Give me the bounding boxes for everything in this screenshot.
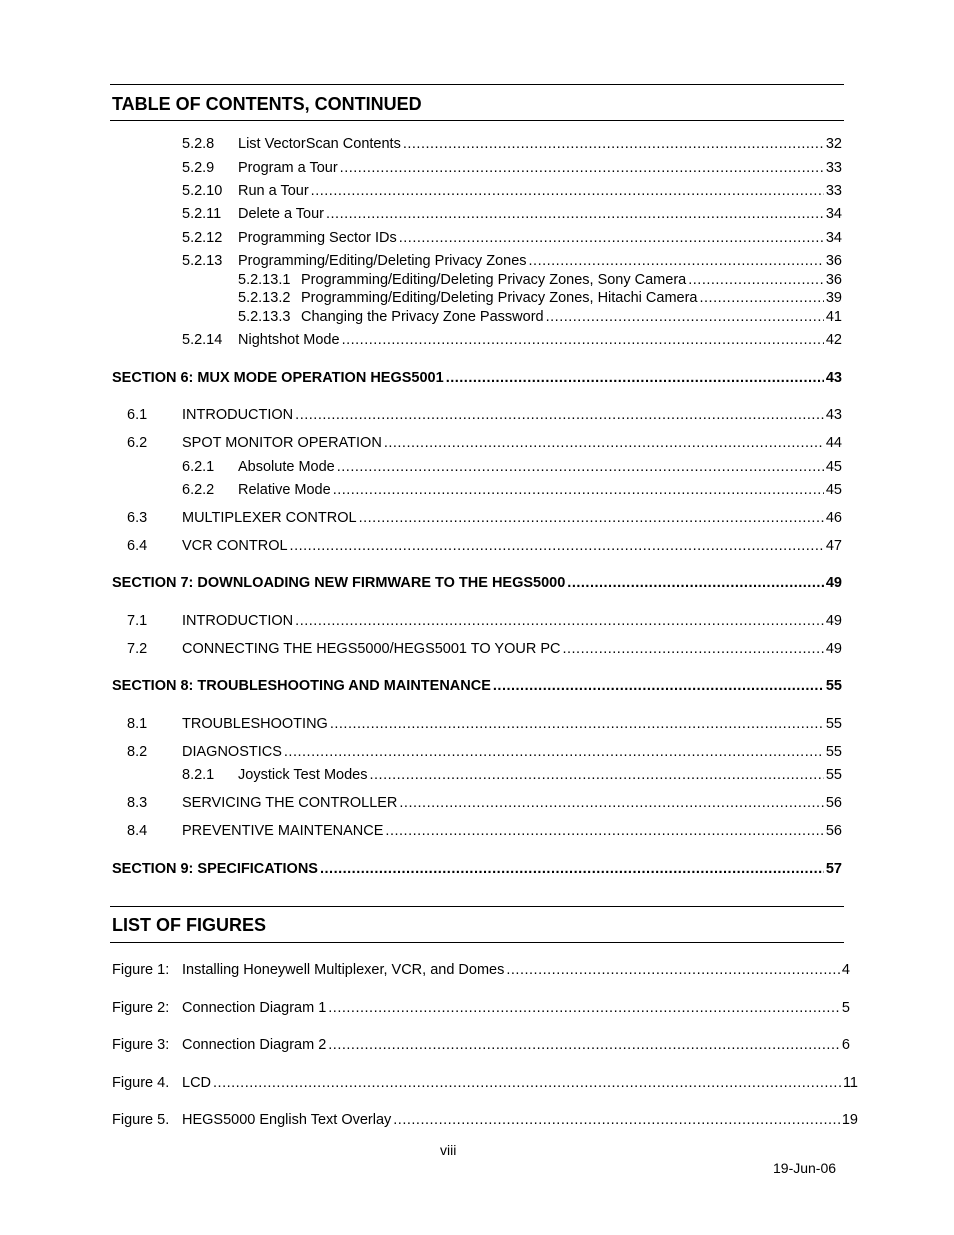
toc-entry[interactable]	[127, 537, 842, 555]
figure-label: Figure 2:	[112, 1000, 170, 1016]
toc-entry-title: Relative Mode	[238, 482, 331, 498]
toc-entry-number: 5.2.13.1	[238, 272, 291, 288]
toc-entry[interactable]	[238, 289, 842, 307]
toc-entry[interactable]	[127, 743, 842, 761]
figure-entry[interactable]	[112, 961, 850, 979]
toc-entry[interactable]	[182, 135, 842, 153]
dot-leader	[688, 272, 824, 288]
toc-entry-title: Run a Tour	[238, 183, 309, 199]
figure-page: 6	[841, 1037, 850, 1053]
toc-entry-title: Delete a Tour	[238, 206, 324, 222]
toc-entry[interactable]	[182, 331, 842, 349]
toc-entry-title: Programming Sector IDs	[238, 230, 397, 246]
dot-leader	[337, 459, 824, 475]
toc-entry-title: Joystick Test Modes	[238, 767, 368, 783]
dot-leader	[506, 962, 840, 978]
figure-title: Installing Honeywell Multiplexer, VCR, and Domes	[182, 962, 505, 978]
toc-entry-page: 33	[825, 160, 842, 176]
toc-entry-page: 32	[825, 136, 842, 152]
toc-entry-number: 5.2.11	[182, 206, 222, 222]
dot-leader	[399, 795, 823, 811]
figure-title: LCD	[182, 1075, 212, 1091]
toc-entry-title: Programming/Editing/Deleting Privacy Zones, Hitachi Camera	[301, 290, 698, 306]
toc-entry-page: 34	[825, 230, 842, 246]
toc-entry-number: 7.2	[127, 641, 148, 657]
toc-header-bar	[110, 84, 844, 121]
toc-entry-number: 6.2	[127, 435, 148, 451]
toc-entry-page: 55	[825, 744, 842, 760]
toc-section-title: SECTION 6: MUX MODE OPERATION HEGS5001	[112, 370, 444, 386]
toc-entry-page: 46	[825, 510, 842, 526]
dot-leader	[359, 510, 824, 526]
toc-entry-number: 5.2.9	[182, 160, 215, 176]
toc-entry[interactable]	[238, 271, 842, 289]
toc-entry-page: 55	[825, 716, 842, 732]
toc-entry-page: 49	[825, 613, 842, 629]
toc-entry[interactable]	[182, 481, 842, 499]
toc-entry-number: 5.2.12	[182, 230, 223, 246]
toc-entry-page: 47	[825, 538, 842, 554]
figure-page: 11	[842, 1075, 858, 1091]
toc-entry-number: 6.4	[127, 538, 148, 554]
toc-entry-title: Programming/Editing/Deleting Privacy Zones	[238, 253, 527, 269]
dot-leader	[290, 538, 824, 554]
toc-entry-number: 5.2.14	[182, 332, 223, 348]
toc-entry[interactable]	[182, 252, 842, 270]
toc-entry[interactable]	[127, 794, 842, 812]
toc-entry-page: 57	[825, 861, 842, 877]
toc-entry-number: 6.2.2	[182, 482, 215, 498]
toc-entry-page: 49	[825, 641, 842, 657]
dot-leader	[295, 613, 824, 629]
toc-section-entry[interactable]	[112, 574, 842, 592]
toc-section-title: SECTION 7: DOWNLOADING NEW FIRMWARE TO THE HEGS5000	[112, 575, 566, 591]
toc-section-entry[interactable]	[112, 369, 842, 387]
toc-entry-page: 55	[825, 678, 842, 694]
toc-section-entry[interactable]	[112, 677, 842, 695]
toc-entry-title: Absolute Mode	[238, 459, 335, 475]
toc-entry-page: 42	[825, 332, 842, 348]
figure-entry[interactable]	[112, 1036, 850, 1054]
toc-entry[interactable]	[182, 766, 842, 784]
figure-title: HEGS5000 English Text Overlay	[182, 1112, 392, 1128]
figures-header-bar	[110, 906, 844, 943]
figure-entry[interactable]	[112, 999, 850, 1017]
figure-label: Figure 4.	[112, 1075, 170, 1091]
dot-leader	[311, 183, 824, 199]
toc-entry-number: 5.2.10	[182, 183, 223, 199]
dot-leader	[546, 309, 824, 325]
footer-date: 19-Jun-06	[773, 1160, 837, 1176]
toc-entry[interactable]	[182, 205, 842, 223]
toc-entry-title: CONNECTING THE HEGS5000/HEGS5001 TO YOUR PC	[182, 641, 561, 657]
toc-entry-number: 5.2.13.2	[238, 290, 291, 306]
toc-entry-page: 49	[825, 575, 842, 591]
toc-entry-title: INTRODUCTION	[182, 613, 294, 629]
toc-entry-title: DIAGNOSTICS	[182, 744, 282, 760]
toc-entry-number: 8.2	[127, 744, 148, 760]
toc-entry-title: INTRODUCTION	[182, 407, 294, 423]
figure-page: 5	[841, 1000, 850, 1016]
toc-entry-page: 36	[825, 272, 842, 288]
toc-entry[interactable]	[127, 434, 842, 452]
toc-entry[interactable]	[127, 822, 842, 840]
toc-entry-page: 43	[825, 407, 842, 423]
toc-entry[interactable]	[127, 406, 842, 424]
toc-entry-title: SPOT MONITOR OPERATION	[182, 435, 382, 451]
dot-leader	[326, 206, 824, 222]
toc-entry[interactable]	[182, 182, 842, 200]
toc-entry-title: PREVENTIVE MAINTENANCE	[182, 823, 384, 839]
dot-leader	[446, 370, 824, 386]
toc-entry-page: 55	[825, 767, 842, 783]
dot-leader	[330, 716, 824, 732]
toc-section-title: SECTION 8: TROUBLESHOOTING AND MAINTENANCE	[112, 678, 491, 694]
dot-leader	[213, 1075, 841, 1091]
toc-entry-title: Program a Tour	[238, 160, 338, 176]
toc-entry-title: TROUBLESHOOTING	[182, 716, 328, 732]
dot-leader	[320, 861, 824, 877]
dot-leader	[342, 332, 824, 348]
figure-entry[interactable]	[112, 1111, 858, 1129]
dot-leader	[403, 136, 824, 152]
toc-entry-number: 8.3	[127, 795, 148, 811]
toc-entry[interactable]	[182, 159, 842, 177]
dot-leader	[529, 253, 824, 269]
dot-leader	[333, 482, 824, 498]
dot-leader	[567, 575, 824, 591]
toc-entry-page: 56	[825, 795, 842, 811]
toc-entry-title: MULTIPLEXER CONTROL	[182, 510, 357, 526]
dot-leader	[328, 1000, 840, 1016]
figure-title: Connection Diagram 2	[182, 1037, 327, 1053]
toc-entry-title: VCR CONTROL	[182, 538, 288, 554]
dot-leader	[340, 160, 824, 176]
dot-leader	[393, 1112, 840, 1128]
toc-entry-number: 5.2.13.3	[238, 309, 291, 325]
toc-entry-number: 5.2.13	[182, 253, 223, 269]
toc-section-entry[interactable]	[112, 860, 842, 878]
toc-entry-number: 5.2.8	[182, 136, 215, 152]
toc-entry-title: Changing the Privacy Zone Password	[301, 309, 544, 325]
figure-entry[interactable]	[112, 1074, 858, 1092]
toc-entry-number: 6.3	[127, 510, 148, 526]
toc-entry-page: 43	[825, 370, 842, 386]
toc-entry[interactable]	[127, 640, 842, 658]
toc-entry[interactable]	[238, 308, 842, 326]
toc-entry-number: 7.1	[127, 613, 148, 629]
toc-section-title: SECTION 9: SPECIFICATIONS	[112, 861, 318, 877]
toc-entry-page: 41	[825, 309, 842, 325]
toc-entry-number: 6.2.1	[182, 459, 215, 475]
dot-leader	[369, 767, 823, 783]
toc-entry-number: 6.1	[127, 407, 148, 423]
toc-entry[interactable]	[127, 715, 842, 733]
page-number: viii	[440, 1142, 457, 1158]
figure-page: 19	[841, 1112, 858, 1128]
dot-leader	[384, 435, 824, 451]
dot-leader	[399, 230, 824, 246]
dot-leader	[493, 678, 824, 694]
toc-entry-page: 44	[825, 435, 842, 451]
toc-entry-page: 45	[825, 459, 842, 475]
dot-leader	[328, 1037, 840, 1053]
figure-title: Connection Diagram 1	[182, 1000, 327, 1016]
toc-entry-title: Programming/Editing/Deleting Privacy Zones, Sony Camera	[301, 272, 687, 288]
dot-leader	[700, 290, 824, 306]
toc-entry-number: 8.1	[127, 716, 148, 732]
toc-entry-number: 8.2.1	[182, 767, 215, 783]
toc-entry-page: 39	[825, 290, 842, 306]
toc-entry-title: List VectorScan Contents	[238, 136, 401, 152]
dot-leader	[562, 641, 823, 657]
toc-entry[interactable]	[182, 229, 842, 247]
toc-entry[interactable]	[182, 458, 842, 476]
toc-entry-title: SERVICING THE CONTROLLER	[182, 795, 398, 811]
dot-leader	[385, 823, 823, 839]
toc-entry-title: Nightshot Mode	[238, 332, 340, 348]
toc-entry-page: 45	[825, 482, 842, 498]
figure-label: Figure 3:	[112, 1037, 170, 1053]
figure-page: 4	[841, 962, 850, 978]
figure-label: Figure 1:	[112, 962, 170, 978]
figures-header: LIST OF FIGURES	[112, 915, 267, 935]
dot-leader	[284, 744, 824, 760]
toc-entry-page: 33	[825, 183, 842, 199]
toc-entry-page: 56	[825, 823, 842, 839]
toc-entry-page: 36	[825, 253, 842, 269]
toc-entry[interactable]	[127, 612, 842, 630]
toc-entry-number: 8.4	[127, 823, 148, 839]
toc-entry[interactable]	[127, 509, 842, 527]
toc-header: TABLE OF CONTENTS, CONTINUED	[112, 94, 422, 114]
dot-leader	[295, 407, 824, 423]
toc-entry-page: 34	[825, 206, 842, 222]
figure-label: Figure 5.	[112, 1112, 170, 1128]
